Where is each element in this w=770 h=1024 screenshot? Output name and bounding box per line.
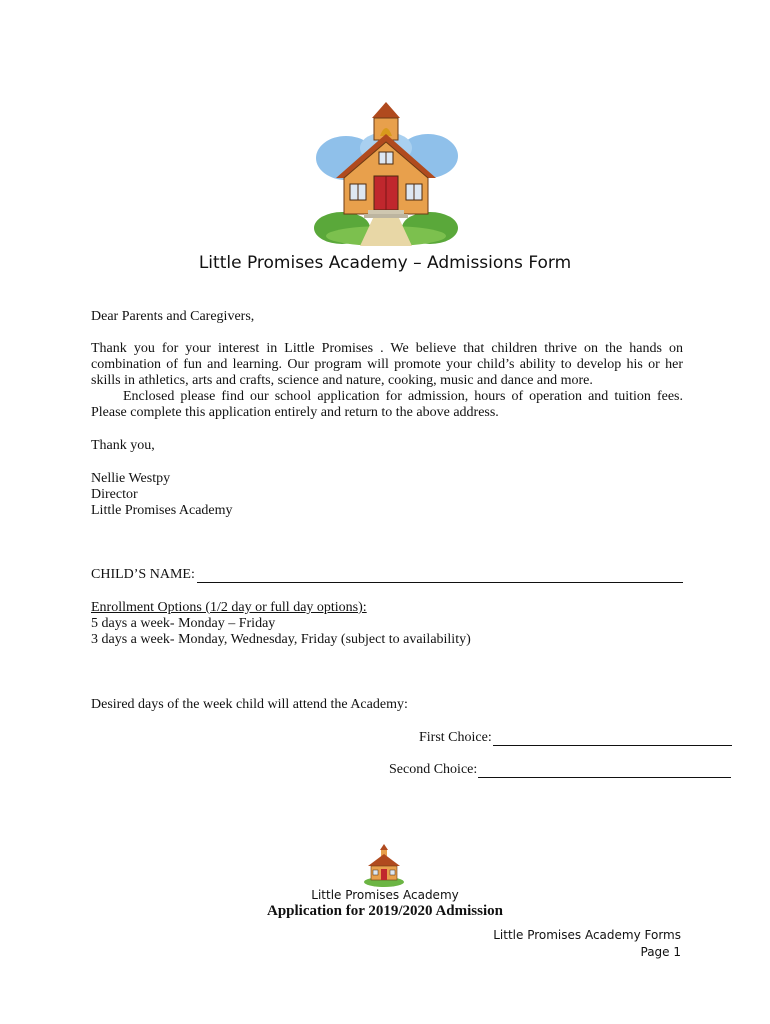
enrollment-heading: Enrollment Options (1/2 day or full day options):: [91, 600, 367, 615]
letter-body: [91, 341, 683, 421]
desired-days-label: Desired days of the week child will attend the Academy:: [91, 697, 408, 712]
signature-block: [91, 471, 683, 519]
child-name-field[interactable]: [197, 567, 683, 583]
page-title: Little Promises Academy – Admissions Form: [198, 253, 572, 273]
schoolhouse-logo: [362, 842, 406, 888]
child-name-label: CHILD’S NAME:: [91, 567, 195, 582]
letter-paragraph-1: Thank you for your interest in Little Promises . We believe that children thrive on the hands on combination of fun and learning. Our program will promote your child’s ability to develop his or her skills in athletics, arts and crafts, science and nature, cooking, music and dance and more.: [91, 341, 683, 388]
signature-role: Director: [91, 487, 138, 502]
schoolhouse-illustration: [312, 96, 460, 248]
enrollment-option: 5 days a week- Monday – Friday: [91, 616, 276, 631]
signature-name: Nellie Westpy: [91, 471, 171, 486]
signature-organization: Little Promises Academy: [91, 503, 233, 518]
enrollment-option: 3 days a week- Monday, Wednesday, Friday (subject to availability): [91, 632, 471, 647]
letter-closing: Thank you,: [91, 438, 155, 453]
letter-greeting: Dear Parents and Caregivers,: [91, 309, 255, 324]
footer-application-title: Application for 2019/2020 Admission: [266, 903, 503, 919]
second-choice-row: [389, 762, 731, 778]
letter-paragraph-2: Enclosed please find our school application for admission, hours of operation and tuition fees. Please complete this application entirely and return to the above address.: [91, 389, 683, 420]
first-choice-label: First Choice:: [419, 730, 492, 745]
child-name-row: [91, 567, 683, 583]
page-number: Page 1: [640, 945, 681, 959]
enrollment-options: [91, 600, 683, 648]
second-choice-field[interactable]: [478, 762, 731, 778]
footer-academy-name: Little Promises Academy: [311, 888, 459, 902]
footer-forms-label: Little Promises Academy Forms: [493, 928, 681, 942]
first-choice-row: [419, 730, 732, 746]
second-choice-label: Second Choice:: [389, 762, 478, 777]
first-choice-field[interactable]: [493, 730, 732, 746]
